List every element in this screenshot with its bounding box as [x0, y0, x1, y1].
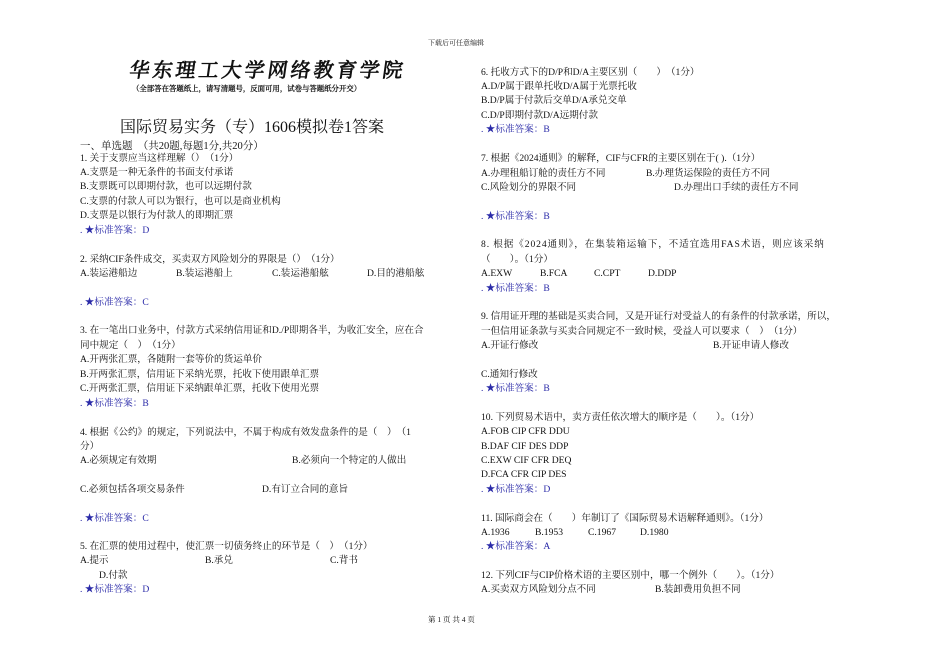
standard-answer: . ★标准答案：C	[80, 297, 149, 308]
option: B.必须向一个特定的人做出	[292, 455, 407, 466]
option: A.D/P属于跟单托收D/A属于光票托收	[481, 81, 637, 92]
option: C.通知行修改	[481, 369, 538, 380]
option: B.DAF CIF DES DDP	[481, 441, 569, 452]
option: C.1967	[588, 527, 616, 538]
question-stem: 一但信用证条款与买卖合同规定不一致时候，受益人可以要求（ ） （1分）	[481, 326, 803, 337]
header-note: 下载后可任意编辑	[428, 39, 484, 47]
exam-instructions: （全部答在答题纸上，请写清题号，反面可用，试卷与答题纸分开交）	[132, 84, 362, 93]
option: B.开两张汇票，信用证下采纳光票，托收下使用跟单汇票	[80, 369, 320, 380]
option: B.装运港船上	[176, 268, 233, 279]
question-stem: 2. 采纳CIF条件成交，买卖双方风险划分的界限是（） （1分）	[80, 254, 340, 265]
option: D.有订立合同的意旨	[262, 484, 349, 495]
page-title: 国际贸易实务（专）1606模拟卷1答案	[120, 119, 385, 136]
question-stem: 分）	[80, 441, 100, 452]
option: D.DDP	[648, 268, 677, 279]
option: A.FOB CIP CFR DDU	[481, 426, 570, 437]
standard-answer: . ★标准答案：B	[481, 211, 550, 222]
standard-answer: . ★标准答案：B	[481, 383, 550, 394]
question-stem: 同中规定（ ） （1分）	[80, 340, 181, 351]
option: A.必须规定有效期	[80, 455, 157, 466]
option: A.EXW	[481, 268, 513, 279]
option: D.1980	[640, 527, 669, 538]
standard-answer: . ★标准答案：A	[481, 541, 551, 552]
standard-answer: . ★标准答案：D	[481, 484, 551, 495]
standard-answer: . ★标准答案：D	[80, 584, 150, 595]
standard-answer: . ★标准答案：C	[80, 513, 149, 524]
question-stem: 7. 根据《2024通则》的解释，CIF与CFR的主要区别在于( ).（1分）	[481, 153, 761, 164]
standard-answer: . ★标准答案：B	[80, 398, 149, 409]
option: A.买卖双方风险划分点不同	[481, 584, 596, 595]
question-stem: 12. 下列CIF与CIP价格术语的主要区别中，哪一个例外（ ）。（1分）	[481, 570, 780, 581]
option: D.办理出口手续的责任方不同	[674, 182, 799, 193]
question-stem: 10. 下列贸易术语中，卖方责任依次增大的顺序是（ ）。（1分）	[481, 412, 760, 423]
option: B.1953	[535, 527, 563, 538]
page-footer: 第 1 页 共 4 页	[428, 615, 475, 624]
standard-answer: . ★标准答案：D	[80, 225, 150, 236]
option: D.支票是以银行为付款人的即期汇票	[80, 210, 234, 221]
option: B.装卸费用负担不同	[655, 584, 741, 595]
option: C.背书	[330, 555, 358, 566]
question-stem: 1. 关于支票应当这样理解（） （1分）	[80, 153, 239, 164]
question-stem: 8. 根据《2024通则》，在集装箱运输下，不适宜选用FAS术语，则应该采纳	[481, 239, 825, 250]
option: B.FCA	[540, 268, 568, 279]
option: C.开两张汇票，信用证下采纳跟单汇票，托收下使用光票	[80, 383, 320, 394]
option: C.必须包括各项交易条件	[80, 484, 185, 495]
option: A.装运港船边	[80, 268, 138, 279]
option: C.支票的付款人可以为银行，也可以是商业机构	[80, 196, 281, 207]
option: A.开证行修改	[481, 340, 539, 351]
option: B.D/P属于付款后交单D/A承兑交单	[481, 95, 627, 106]
option: D.目的港船舷	[367, 268, 425, 279]
option: A.支票是一种无条件的书面支付承诺	[80, 167, 234, 178]
question-stem: 5. 在汇票的使用过程中，使汇票一切债务终止的环节是（ ） （1分）	[80, 541, 373, 552]
option: C.D/P即期付款D/A远期付款	[481, 110, 598, 121]
option: A.提示	[80, 555, 109, 566]
question-stem: 3. 在一笔出口业务中，付款方式采纳信用证和D./P即期各半，为收汇安全，应在合	[80, 325, 424, 336]
option: B.支票既可以即期付款，也可以远期付款	[80, 181, 252, 192]
option: A.办理租船订舱的责任方不同	[481, 168, 606, 179]
option: C.风险划分的界限不同	[481, 182, 577, 193]
option: A.1936	[481, 527, 510, 538]
question-stem: 6. 托收方式下的D/P和D/A主要区别（ ） （1分）	[481, 67, 700, 78]
question-stem: 4. 根据《公约》的规定，下列说法中，不属于构成有效发盘条件的是（ ） （1	[80, 427, 411, 438]
question-stem: 9. 信用证开理的基础是买卖合同，又是开证行对受益人的有条件的付款承诺，所以，	[481, 311, 836, 322]
option: A.开两张汇票，各随附一套等价的货运单价	[80, 354, 263, 365]
option: D.FCA CFR CIP DES	[481, 469, 567, 480]
option: B.办理货运保险的责任方不同	[646, 168, 770, 179]
section-heading: 一、单选题 （共20题,每题1分,共20分）	[80, 141, 264, 152]
option: C.EXW CIF CFR DEQ	[481, 455, 572, 466]
option: C.CPT	[594, 268, 621, 279]
option: C.装运港船舷	[272, 268, 329, 279]
school-logo: 华东理工大学网络教育学院	[128, 58, 408, 82]
question-stem: 11. 国际商会在（ ）年制订了《国际贸易术语解释通则》。（1分）	[481, 513, 769, 524]
option: B.承兑	[205, 555, 233, 566]
standard-answer: . ★标准答案：B	[481, 124, 550, 135]
question-stem: （ ）。（1分）	[481, 254, 553, 265]
standard-answer: . ★标准答案：B	[481, 283, 550, 294]
option: D.付款	[99, 570, 128, 581]
option: B.开证申请人修改	[713, 340, 789, 351]
